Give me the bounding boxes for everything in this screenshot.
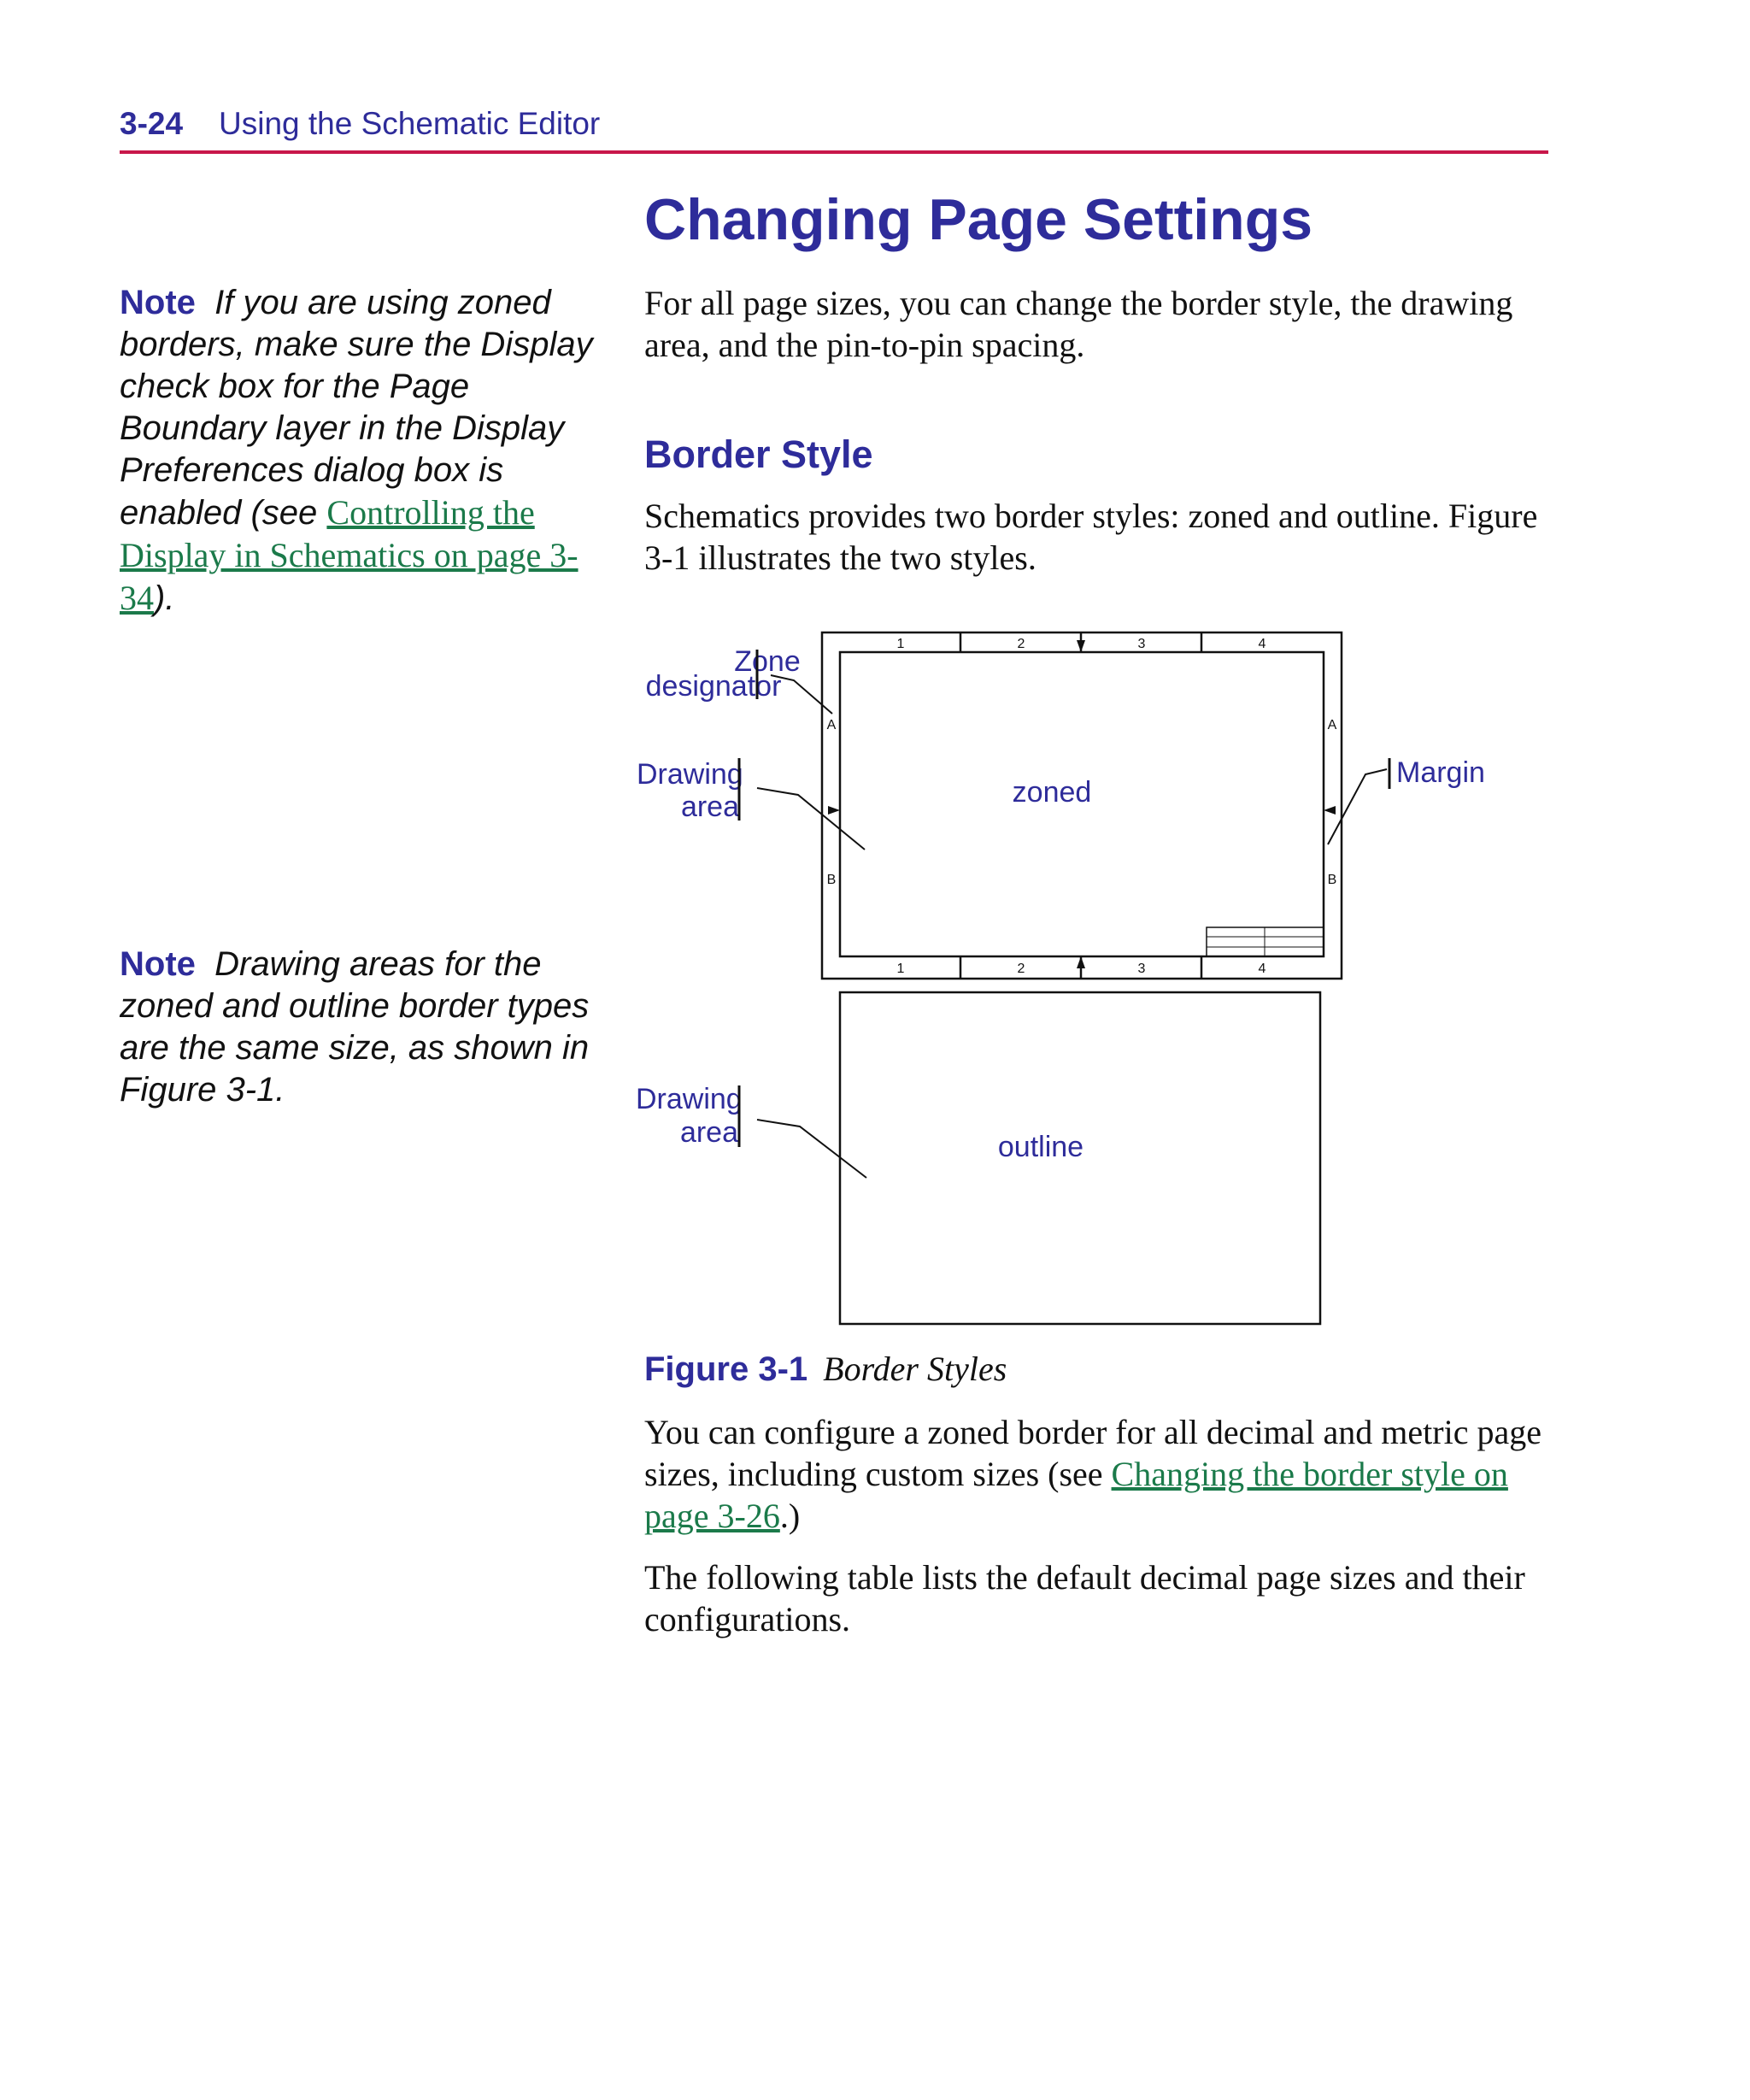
zone-col-bottom-4: 4	[1258, 962, 1266, 976]
note-label: Note	[120, 945, 196, 983]
note-text: Drawing areas for the zoned and outline border types are the same size, as shown in Figure 3-1.	[120, 945, 590, 1109]
note-text-end: ).	[154, 579, 175, 617]
center-arrow	[1077, 956, 1085, 968]
zoned-para-text: You can configure a zoned border for all decimal and metric page sizes, including custom sizes (see	[644, 1413, 1542, 1493]
link-controlling-display[interactable]: Controlling the Display in Schematics on page 3-34	[120, 493, 578, 617]
callout-drawing-area2-1: Drawing	[636, 1083, 743, 1115]
callout-margin: Margin	[1396, 756, 1485, 789]
intro-paragraph: For all page sizes, you can change the border style, the drawing area, and the pin-to-pin spacing.	[644, 284, 1513, 364]
center-arrow	[1077, 640, 1085, 652]
border-style-paragraph: Schematics provides two border styles: zoned and outline. Figure 3-1 illustrates the two styles.	[644, 497, 1538, 577]
center-arrow	[828, 806, 840, 815]
zoned-label: zoned	[1012, 776, 1092, 809]
callout-zone-designator-1: Zone	[734, 645, 801, 678]
table-intro-paragraph: The following table lists the default decimal page sizes and their configurations.	[644, 1558, 1525, 1638]
running-header	[120, 106, 1547, 150]
zone-col-top-1: 1	[896, 637, 905, 651]
zone-row-left-a: A	[826, 718, 837, 732]
leader-drawing-area	[757, 788, 865, 850]
side-note-zoned-borders	[120, 282, 598, 620]
note-label: Note	[120, 284, 196, 321]
note-text: If you are using zoned borders, make sure the Display check box for the Page Boundary layer in the Display Preferences dialog box is enabled (see	[120, 284, 593, 532]
zone-col-top-3: 3	[1137, 637, 1146, 651]
callout-zone-designator-2: designator	[645, 670, 782, 703]
border-styles-figure	[632, 624, 1521, 1333]
zone-col-top-4: 4	[1258, 637, 1266, 651]
section-heading: Border Style	[644, 432, 873, 476]
page-title: Changing Page Settings	[644, 187, 1313, 252]
page-number: 3-24	[120, 106, 184, 141]
figure-caption	[644, 1349, 1007, 1389]
zone-row-right-b: B	[1327, 873, 1337, 887]
figure-title: Border Styles	[823, 1350, 1007, 1388]
header-title: Using the Schematic Editor	[219, 106, 601, 141]
outline-label: outline	[997, 1131, 1084, 1163]
callout-drawing-area2-2: area	[679, 1116, 738, 1149]
zone-row-right-a: A	[1327, 718, 1337, 732]
header-rule	[120, 150, 1548, 154]
leader-margin	[1328, 769, 1387, 844]
zone-col-top-2: 2	[1017, 637, 1025, 651]
figure-label: Figure 3-1	[644, 1350, 808, 1388]
zone-col-bottom-1: 1	[896, 962, 905, 976]
center-arrow	[1324, 806, 1336, 815]
zone-col-bottom-3: 3	[1137, 962, 1146, 976]
zoned-border-paragraph	[644, 1411, 1559, 1537]
side-note-drawing-areas	[120, 944, 598, 1111]
zone-col-bottom-2: 2	[1017, 962, 1025, 976]
zone-row-left-b: B	[826, 873, 837, 887]
callout-drawing-area-1: Drawing	[637, 758, 743, 791]
leader-drawing-area-outline	[757, 1120, 866, 1178]
callout-drawing-area-2: area	[680, 791, 739, 823]
link-changing-border-style[interactable]: Changing the border style on page 3-26	[644, 1455, 1508, 1535]
zoned-para-end: .)	[779, 1497, 801, 1535]
